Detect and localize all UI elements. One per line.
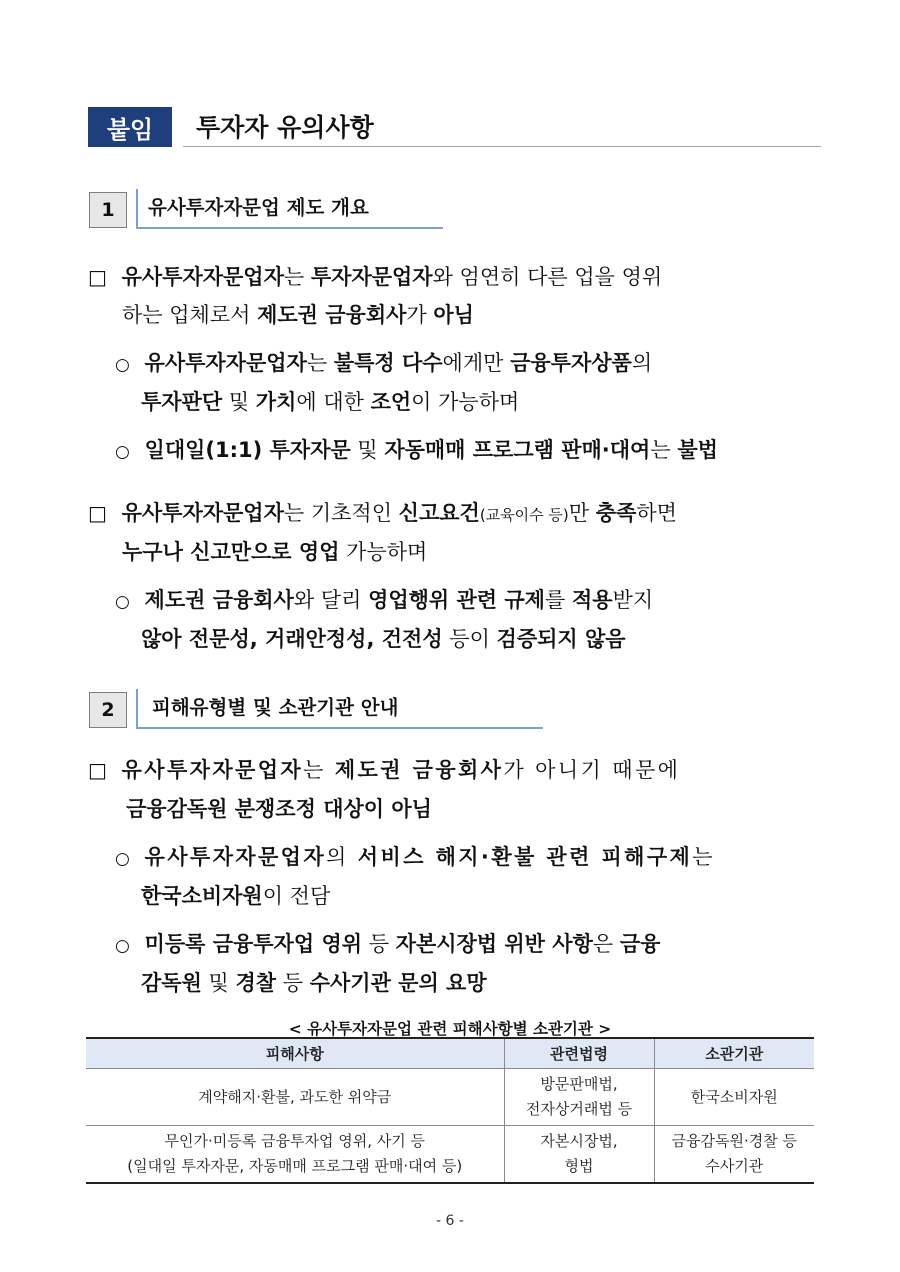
cell-law: 방문판매법, 전자상거래법 등 <box>504 1069 654 1126</box>
section-1-accent-bar <box>136 189 138 229</box>
s1-p1-line1: □ 유사투자자문업자는 투자자문업자와 엄연히 다른 업을 영위 <box>88 265 663 289</box>
circle-bullet-icon: ○ <box>115 355 130 375</box>
cell-agency: 한국소비자원 <box>654 1069 814 1126</box>
s1-p2-bullet1-line2: 않아 전문성, 거래안정성, 건전성 등이 검증되지 않음 <box>141 627 626 651</box>
s1-p1-bullet2-line1: ○ 일대일(1:1) 투자자문 및 자동매매 프로그램 판매·대여는 불법 <box>115 438 718 462</box>
agency-table <box>86 1037 814 1184</box>
circle-bullet-icon: ○ <box>115 592 130 612</box>
square-bullet-icon: □ <box>88 758 107 782</box>
table-row <box>86 1126 814 1184</box>
s2-p1-bullet2-line2: 감독원 및 경찰 등 수사기관 문의 요망 <box>141 971 487 995</box>
page-title: 투자자 유의사항 <box>196 113 374 142</box>
table-header-row <box>86 1038 814 1069</box>
col-header-agency: 소관기관 <box>654 1038 814 1069</box>
circle-bullet-icon: ○ <box>115 849 130 869</box>
cell-issue: 계약해지·환불, 과도한 위약금 <box>86 1069 504 1126</box>
section-2-number: 2 <box>89 692 127 728</box>
section-1-number: 1 <box>89 192 127 228</box>
header-divider <box>183 146 821 147</box>
s1-p2-line2: 누구나 신고만으로 영업 가능하며 <box>122 540 428 564</box>
s1-p1-bullet1-line1: ○ 유사투자자문업자는 불특정 다수에게만 금융투자상품의 <box>115 351 653 375</box>
section-1-underline <box>137 227 443 229</box>
cell-agency: 금융감독원·경찰 등 수사기관 <box>654 1126 814 1184</box>
table-row <box>86 1069 814 1126</box>
section-2-underline <box>137 727 543 729</box>
s2-p1-bullet1-line1: ○ 유사투자자문업자의 서비스 해지·환불 관련 피해구제는 <box>115 845 715 869</box>
section-2-title: 피해유형별 및 소관기관 안내 <box>152 696 399 719</box>
s1-p2-bullet1-line1: ○ 제도권 금융회사와 달리 영업행위 관련 규제를 적용받지 <box>115 588 654 612</box>
col-header-issue: 피해사항 <box>86 1038 504 1069</box>
col-header-law: 관련법령 <box>504 1038 654 1069</box>
s2-p1-bullet2-line1: ○ 미등록 금융투자업 영위 등 자본시장법 위반 사항은 금융 <box>115 932 661 956</box>
s1-p1-line2: 하는 업체로서 제도권 금융회사가 아님 <box>122 303 474 327</box>
attachment-badge: 붙임 <box>88 107 172 147</box>
circle-bullet-icon: ○ <box>115 442 130 462</box>
s2-p1-line1: □ 유사투자자문업자는 제도권 금융회사가 아니기 때문에 <box>88 758 681 782</box>
cell-issue: 무인가·미등록 금융투자업 영위, 사기 등 (일대일 투자자문, 자동매매 프로그램 판매·대여 등) <box>86 1126 504 1184</box>
s2-p1-line2: 금융감독원 분쟁조정 대상이 아님 <box>126 797 432 821</box>
section-1-title: 유사투자자문업 제도 개요 <box>148 196 369 219</box>
cell-law: 자본시장법, 형법 <box>504 1126 654 1184</box>
section-2-accent-bar <box>136 689 138 729</box>
s1-p2-line1: □ 유사투자자문업자는 기초적인 신고요건(교육이수 등)만 충족하면 <box>88 501 677 525</box>
table-caption: < 유사투자자문업 관련 피해사항별 소관기관 > <box>288 1020 612 1038</box>
square-bullet-icon: □ <box>88 501 107 525</box>
s2-p1-bullet1-line2: 한국소비자원이 전담 <box>141 884 331 908</box>
square-bullet-icon: □ <box>88 265 107 289</box>
page-number: - 6 - <box>436 1213 464 1229</box>
s1-p1-bullet1-line2: 투자판단 및 가치에 대한 조언이 가능하며 <box>141 390 520 414</box>
circle-bullet-icon: ○ <box>115 936 130 956</box>
